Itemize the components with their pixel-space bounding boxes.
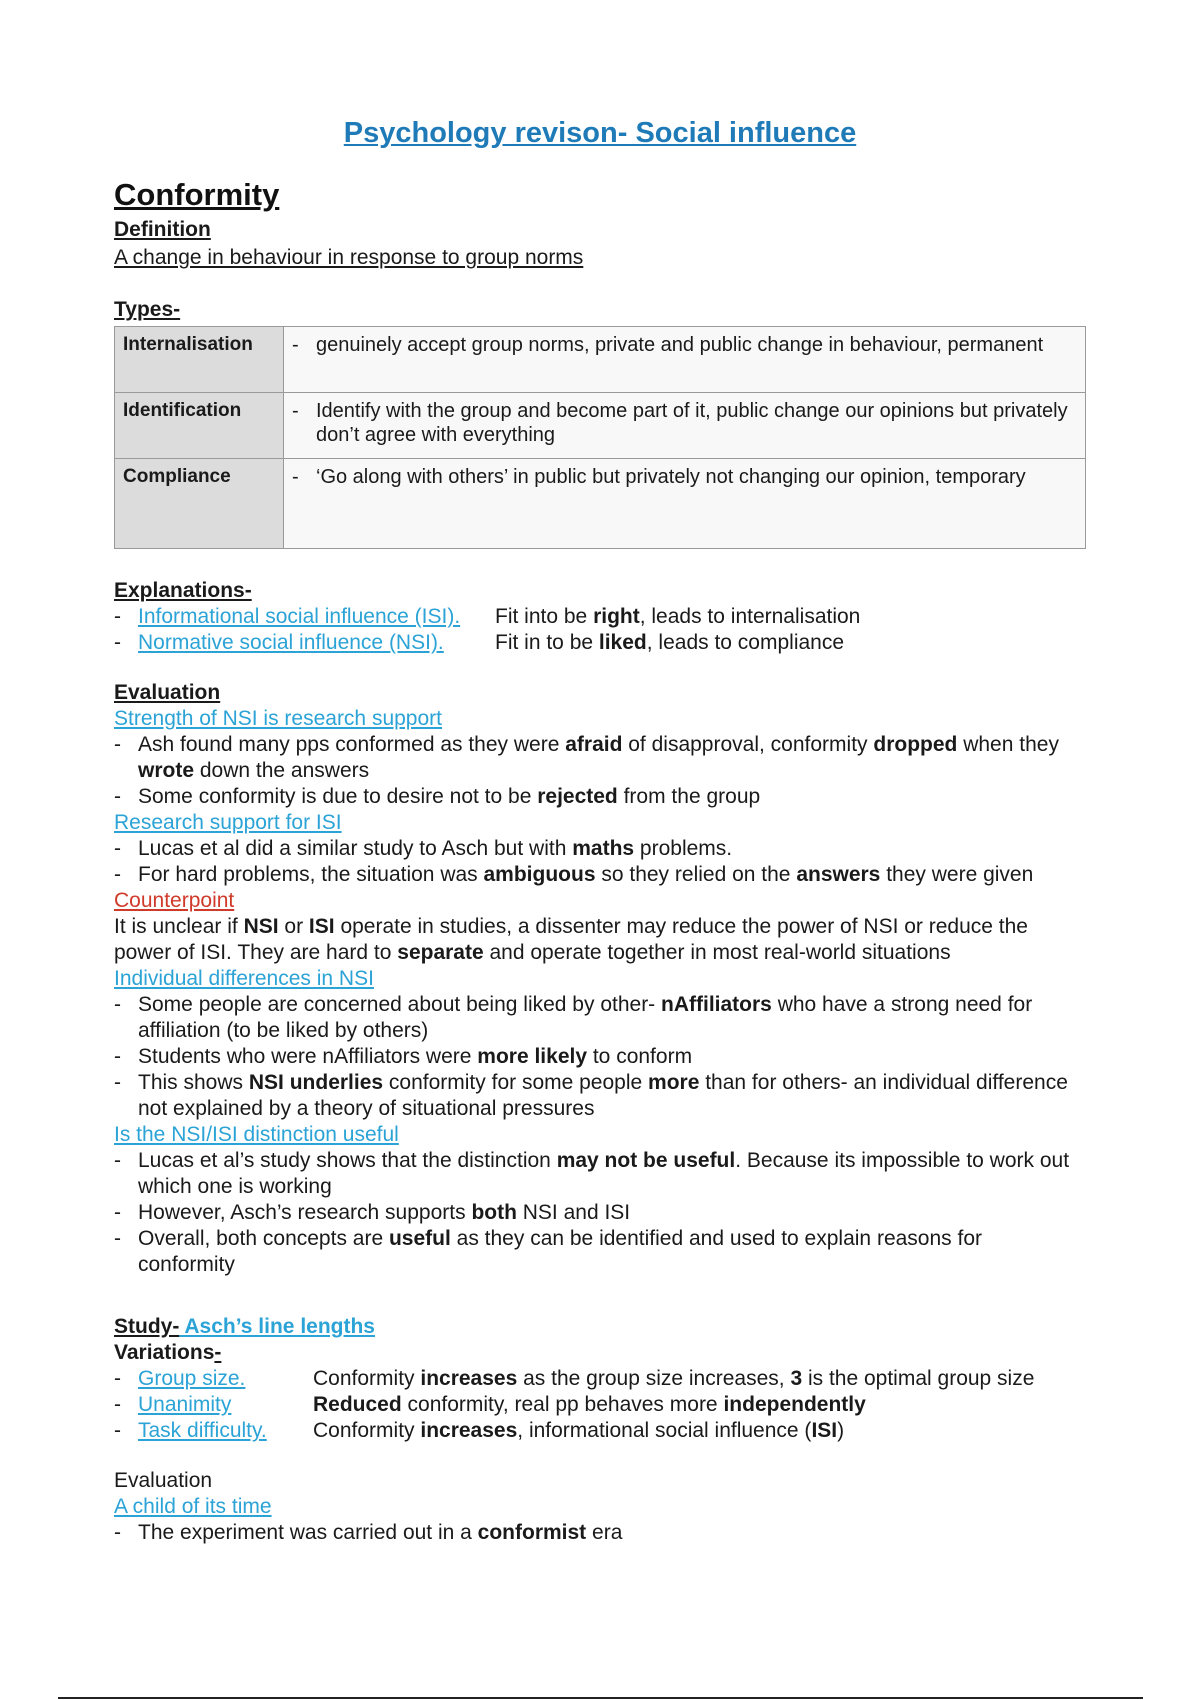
list-item: - For hard problems, the situation was ambiguous so they relied on the answers they were given [114,863,1034,886]
variations-heading: Variations [114,1341,215,1364]
research-isi-link[interactable]: Research support for ISI [114,811,342,834]
list-item: - Lucas et al did a similar study to Asch but with maths problems. [114,837,733,860]
type-name: Identification [115,393,284,459]
study-label: Study- [114,1315,180,1338]
counterpoint-text: It is unclear if NSI or ISI operate in studies, a dissenter may reduce the power of NSI or reduce the power of ISI. They are hard to separate and operate together in most real-world situations [114,915,1028,964]
explanations-heading: Explanations- [114,579,252,602]
type-name: Compliance [115,459,284,549]
nsi-link[interactable]: Normative social influence (NSI). [138,631,444,654]
evaluation2-heading: Evaluation [114,1469,213,1492]
type-desc: genuinely accept group norms, private and public change in behaviour, permanent [316,334,1044,356]
task-difficulty-link[interactable]: Task difficulty. [138,1419,267,1442]
table-row: Identification - Identify with the group and become part of it, public change our opinions but privately don’t agree with everything [115,393,1086,459]
list-item: - Informational social influence (ISI). Fit into be right, leads to internalisation [114,605,861,628]
group-size-link[interactable]: Group size. [138,1367,246,1390]
individual-differences-link[interactable]: Individual differences in NSI [114,967,374,990]
type-desc: ‘Go along with others’ in public but privately not changing our opinion, temporary [316,466,1026,488]
type-name: Internalisation [115,327,284,393]
types-table [114,326,1086,549]
isi-link[interactable]: Informational social influence (ISI). [138,605,461,628]
list-item: - Task difficulty. Conformity increases, informational social influence (ISI) [114,1419,845,1442]
table-row: Compliance - ‘Go along with others’ in public but privately not changing our opinion, temporary [115,459,1086,549]
list-item: - Ash found many pps conformed as they were afraid of disapproval, conformity dropped when they wrote down the answers [114,733,1059,782]
list-item: - Group size. Conformity increases as the group size increases, 3 is the optimal group size [114,1367,1035,1390]
list-item: - Normative social influence (NSI). Fit in to be liked, leads to compliance [114,631,845,654]
list-item: - Students who were nAffiliators were more likely to conform [114,1045,693,1068]
definition-heading: Definition [114,218,211,241]
section-heading-conformity: Conformity [114,177,280,212]
list-item: - The experiment was carried out in a conformist era [114,1521,623,1544]
types-heading: Types- [114,298,181,321]
list-item: - Some people are concerned about being liked by other- nAffiliators who have a strong need for affiliation (to be liked by others) [114,993,1033,1042]
evaluation2-section [114,1468,1074,1546]
list-item: - This shows NSI underlies conformity for some people more than for others- an individual difference not explained by a theory of situational pressures [114,1071,1068,1120]
study-section: Study- Asch’s line lengths Variations- - Group size. Conformity increases as the group size increases, 3 is the optimal group size - Unanimity Reduced conformity, real pp behaves more independently - Task difficulty. Conformity increases, informational social influence (ISI) [114,1314,1094,1444]
list-item: - Unanimity Reduced conformity, real pp behaves more independently [114,1393,866,1416]
list-item: - Overall, both concepts are useful as they can be identified and used to explain reasons for conformity [114,1227,982,1276]
evaluation-heading: Evaluation [114,681,221,704]
list-item: - Lucas et al’s study shows that the distinction may not be useful. Because its impossible to work out which one is working [114,1149,1070,1198]
list-item: - However, Asch’s research supports both NSI and ISI [114,1201,631,1224]
counterpoint-link[interactable]: Counterpoint [114,889,235,912]
page-title: Psychology revison- Social influence [343,117,857,149]
table-row: Internalisation - genuinely accept group norms, private and public change in behaviour, permanent [115,327,1086,393]
distinction-useful-link[interactable]: Is the NSI/ISI distinction useful [114,1123,399,1146]
strength-nsi-link[interactable]: Strength of NSI is research support [114,707,442,730]
explanations-list [114,604,1074,656]
asch-link[interactable]: Asch’s line lengths [179,1315,375,1338]
bottom-divider [58,1697,1143,1699]
child-of-time-link[interactable]: A child of its time [114,1495,272,1518]
definition-text: A change in behaviour in response to group norms [114,246,584,269]
evaluation-section [114,680,1082,1278]
type-desc: Identify with the group and become part of it, public change our opinions but privately don’t agree with everything [316,400,1068,446]
unanimity-link[interactable]: Unanimity [138,1393,232,1416]
list-item: - Some conformity is due to desire not to be rejected from the group [114,785,761,808]
